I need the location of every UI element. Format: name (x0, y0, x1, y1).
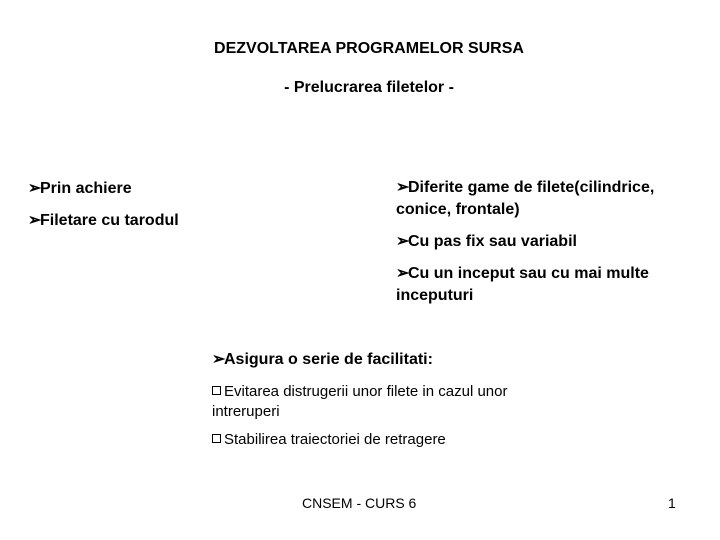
arrow-bullet-icon: ➢ (28, 212, 42, 229)
square-bullet-icon (212, 434, 221, 443)
facilities-item (212, 430, 572, 450)
facilities-item-text: Evitarea distrugerii unor filete in cazul unor intreruperi (212, 383, 508, 420)
footer-course: CNSEM - CURS 6 (302, 495, 417, 511)
list-item-text: Filetare cu tarodul (40, 212, 179, 229)
facilities-item (212, 382, 572, 422)
footer-page-number: 1 (668, 495, 676, 511)
arrow-bullet-icon: ➢ (396, 265, 410, 282)
arrow-bullet-icon: ➢ (396, 179, 410, 196)
list-item-text: Cu un inceput sau cu mai multe inceputuri (396, 265, 649, 304)
arrow-bullet-icon: ➢ (28, 180, 42, 197)
list-item-text: Prin achiere (40, 180, 132, 197)
facilities-item-text: Stabilirea traiectoriei de retragere (224, 431, 446, 448)
arrow-bullet-icon: ➢ (396, 233, 410, 250)
list-item (28, 210, 248, 232)
list-item (396, 263, 696, 307)
arrow-bullet-icon: ➢ (212, 351, 226, 368)
list-item (396, 177, 696, 221)
square-bullet-icon (212, 386, 221, 395)
list-item (28, 178, 228, 200)
slide-title: DEZVOLTAREA PROGRAMELOR SURSA (214, 40, 524, 57)
facilities-heading-text: Asigura o serie de facilitati: (224, 351, 433, 368)
list-item (396, 231, 696, 253)
list-item-text: Cu pas fix sau variabil (408, 233, 577, 250)
slide-subtitle: - Prelucrarea filetelor - (284, 79, 454, 96)
facilities-heading (212, 349, 512, 371)
list-item-text: Diferite game de filete(cilindrice, conice, frontale) (396, 179, 655, 218)
